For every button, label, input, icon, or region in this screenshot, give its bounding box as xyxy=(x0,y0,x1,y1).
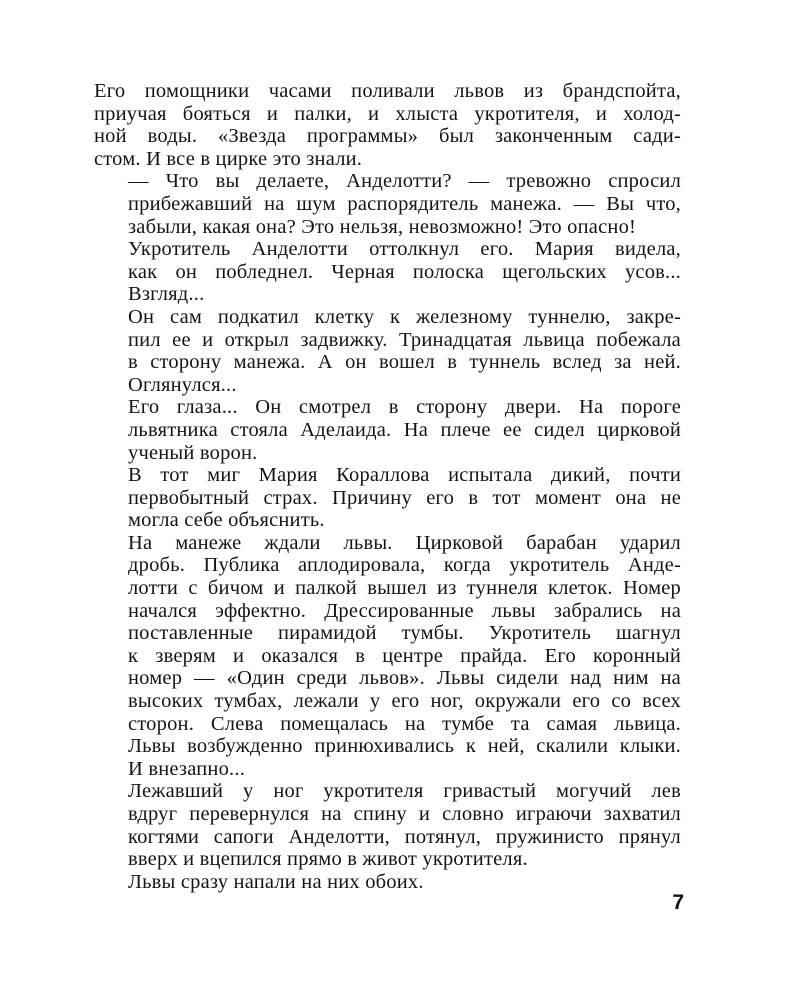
paragraph xyxy=(94,780,681,870)
text-line: львятника стояла Аделаида. На плече ее сидел цирковой xyxy=(128,418,681,441)
paragraph xyxy=(94,396,681,464)
text-line: И внезапно... xyxy=(128,757,246,780)
text-line: Взгляд... xyxy=(128,283,205,306)
text-line: Его помощники часами поливали львов из брандспойта, xyxy=(94,80,681,102)
text-line: к зверям и оказался в центре прайда. Его коронный xyxy=(128,644,681,667)
paragraph xyxy=(94,871,681,894)
text-line: когтями сапоги Анделотти, потянул, пружинисто прянул xyxy=(128,825,681,848)
text-line: Лежавший у ног укротителя гривастый могучий лев xyxy=(128,780,681,803)
text-line: в сторону манежа. А он вошел в туннель вслед за ней. xyxy=(128,351,681,374)
paragraph xyxy=(94,80,681,170)
paragraph xyxy=(94,170,681,238)
text-line: Львы возбужденно принюхивались к ней, скалили клыки. xyxy=(128,735,681,758)
paragraph xyxy=(94,306,681,396)
text-line: могла себе объяснить. xyxy=(128,509,325,532)
text-line: номер — «Один среди львов». Львы сидели над ним на xyxy=(128,667,681,690)
text-line: Львы сразу напали на них обоих. xyxy=(128,870,424,893)
text-line: ученый ворон. xyxy=(128,441,258,464)
text-line: забыли, какая она? Это нельзя, невозможно! Это опасно! xyxy=(128,215,637,238)
text-line: — Что вы делаете, Анделотти? — тревожно спросил xyxy=(128,170,681,193)
text-line: прибежавший на шум распорядитель манежа. — Вы что, xyxy=(128,192,681,215)
text-line: вверх и вцепился прямо в живот укротителя. xyxy=(128,848,528,871)
page-number: 7 xyxy=(672,891,684,914)
text-line: приучая бояться и палки, и хлыста укротителя, и холод- xyxy=(94,102,681,125)
text-line: как он побледнел. Черная полоска щегольских усов... xyxy=(128,260,681,283)
paragraph xyxy=(94,238,681,306)
text-line: стом. И все в цирке это знали. xyxy=(94,147,363,170)
text-line: Его глаза... Он смотрел в сторону двери. На пороге xyxy=(128,396,681,419)
text-line: На манеже ждали львы. Цирковой барабан ударил xyxy=(128,531,681,554)
text-line: В тот миг Мария Кораллова испытала дикий, почти xyxy=(128,464,681,487)
paragraph xyxy=(94,532,681,781)
text-line: сторон. Слева помещалась на тумбе та самая львица. xyxy=(128,712,681,735)
page-body-text xyxy=(94,80,681,893)
text-line: первобытный страх. Причину его в тот момент она не xyxy=(128,486,681,509)
text-line: начался эффектно. Дрессированные львы забрались на xyxy=(128,599,681,622)
text-line: поставленные пирамидой тумбы. Укротитель шагнул xyxy=(128,622,681,645)
text-line: высоких тумбах, лежали у его ног, окружали его со всех xyxy=(128,690,681,713)
text-line: Он сам подкатил клетку к железному туннелю, закре- xyxy=(128,305,681,328)
paragraph xyxy=(94,464,681,532)
text-line: лотти с бичом и палкой вышел из туннеля клеток. Номер xyxy=(128,577,681,600)
text-line: ной воды. «Звезда программы» был законченным сади- xyxy=(94,125,681,148)
text-line: Оглянулся... xyxy=(128,373,237,396)
text-line: пил ее и открыл задвижку. Тринадцатая львица побежала xyxy=(128,328,681,351)
text-line: дробь. Публика аплодировала, когда укротитель Анде- xyxy=(128,554,681,577)
text-line: вдруг перевернулся на спину и словно играючи захватил xyxy=(128,803,681,825)
text-line: Укротитель Анделотти оттолкнул его. Мария видела, xyxy=(128,238,681,261)
